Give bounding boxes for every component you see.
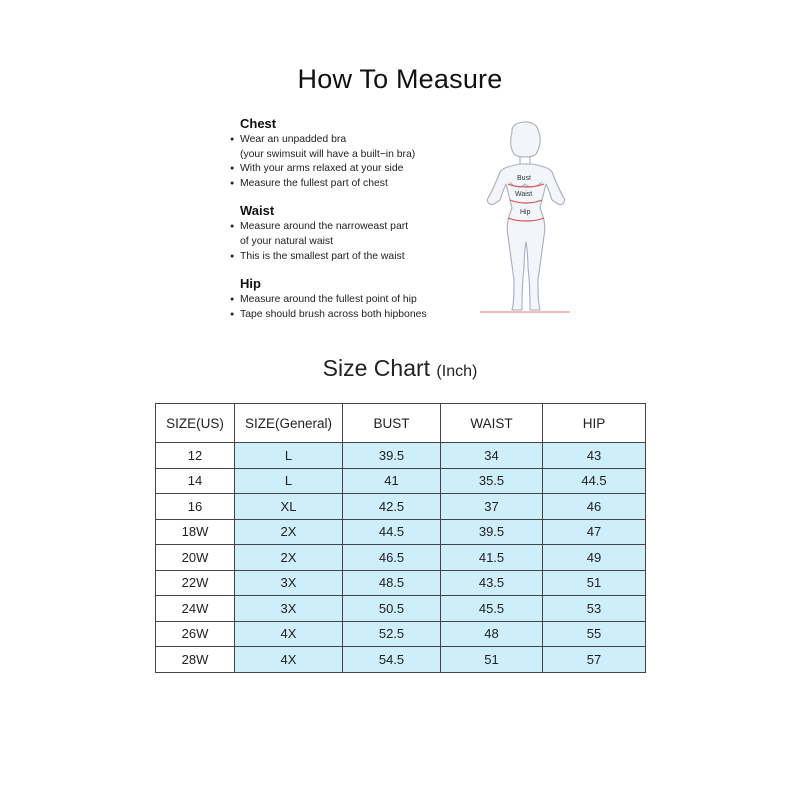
measure-guide: [230, 116, 470, 334]
table-row: [156, 519, 646, 545]
header-size-us: SIZE(US): [156, 404, 235, 443]
cell-bust: 46.5: [343, 545, 441, 571]
cell-waist: 41.5: [441, 545, 543, 571]
cell-waist: 45.5: [441, 596, 543, 622]
waist-label: Waist: [515, 191, 533, 198]
size-chart-title: [0, 355, 800, 382]
hip-line: ● Tape should brush across both hipbones: [230, 308, 470, 323]
cell-hip: 47: [543, 519, 646, 545]
table-row: [156, 545, 646, 571]
waist-line: ● Measure around the narroweast part: [230, 220, 470, 235]
cell-bust: 54.5: [343, 647, 441, 673]
cell-size-general: L: [235, 468, 343, 494]
cell-waist: 43.5: [441, 570, 543, 596]
cell-size-us: 26W: [156, 621, 235, 647]
cell-hip: 53: [543, 596, 646, 622]
size-chart-table: [155, 403, 646, 673]
cell-size-general: L: [235, 443, 343, 469]
cell-bust: 48.5: [343, 570, 441, 596]
cell-bust: 41: [343, 468, 441, 494]
cell-waist: 35.5: [441, 468, 543, 494]
cell-size-us: 14: [156, 468, 235, 494]
size-chart-title-text: Size Chart: [322, 355, 431, 381]
header-hip: HIP: [543, 404, 646, 443]
chest-section: [230, 116, 470, 191]
cell-bust: 39.5: [343, 443, 441, 469]
figure-head: [511, 122, 540, 157]
cell-bust: 42.5: [343, 494, 441, 520]
cell-size-us: 22W: [156, 570, 235, 596]
cell-waist: 37: [441, 494, 543, 520]
hip-heading: Hip: [240, 276, 261, 292]
cell-hip: 44.5: [543, 468, 646, 494]
size-chart-unit: (Inch): [436, 363, 478, 380]
cell-hip: 46: [543, 494, 646, 520]
cell-size-general: 2X: [235, 519, 343, 545]
cell-size-us: 20W: [156, 545, 235, 571]
table-row: [156, 570, 646, 596]
table-row: [156, 468, 646, 494]
cell-size-us: 16: [156, 494, 235, 520]
cell-hip: 49: [543, 545, 646, 571]
body-figure-illustration: [470, 118, 580, 318]
chest-line: ● Measure the fullest part of chest: [230, 177, 470, 192]
cell-size-us: 28W: [156, 647, 235, 673]
bust-label: Bust: [517, 175, 532, 182]
header-bust: BUST: [343, 404, 441, 443]
chest-heading: Chest: [240, 116, 277, 131]
cell-bust: 50.5: [343, 596, 441, 622]
table-row: [156, 494, 646, 520]
cell-size-general: 3X: [235, 596, 343, 622]
table-row: [156, 596, 646, 622]
cell-size-general: XL: [235, 494, 343, 520]
cell-waist: 39.5: [441, 519, 543, 545]
waist-heading: Waist: [240, 203, 275, 219]
cell-hip: 51: [543, 570, 646, 596]
hip-line: ● Measure around the fullest point of hip: [230, 293, 470, 308]
header-waist: WAIST: [441, 404, 543, 443]
figure-body: [487, 164, 564, 310]
waist-line: of your natural waist: [240, 235, 333, 247]
table-row: [156, 621, 646, 647]
table-header-row: [156, 404, 646, 443]
header-size-general: SIZE(General): [235, 404, 343, 443]
chest-line: ● With your arms relaxed at your side: [230, 162, 470, 177]
cell-waist: 48: [441, 621, 543, 647]
cell-size-general: 3X: [235, 570, 343, 596]
cell-hip: 57: [543, 647, 646, 673]
cell-bust: 44.5: [343, 519, 441, 545]
cell-waist: 34: [441, 443, 543, 469]
hip-section: [230, 276, 470, 322]
how-to-measure-title: How To Measure: [297, 64, 503, 94]
cell-waist: 51: [441, 647, 543, 673]
waist-line: ● This is the smallest part of the waist: [230, 250, 470, 265]
chest-line: (your swimsuit will have a built−in bra): [240, 148, 416, 160]
cell-size-general: 2X: [235, 545, 343, 571]
cell-size-general: 4X: [235, 647, 343, 673]
table-row: [156, 647, 646, 673]
cell-size-us: 18W: [156, 519, 235, 545]
cell-size-us: 24W: [156, 596, 235, 622]
chest-line: ● Wear an unpadded bra: [230, 133, 470, 148]
cell-hip: 43: [543, 443, 646, 469]
cell-bust: 52.5: [343, 621, 441, 647]
cell-size-us: 12: [156, 443, 235, 469]
hip-label: Hip: [520, 209, 531, 216]
table-row: [156, 443, 646, 469]
cell-size-general: 4X: [235, 621, 343, 647]
waist-section: [230, 203, 470, 264]
cell-hip: 55: [543, 621, 646, 647]
